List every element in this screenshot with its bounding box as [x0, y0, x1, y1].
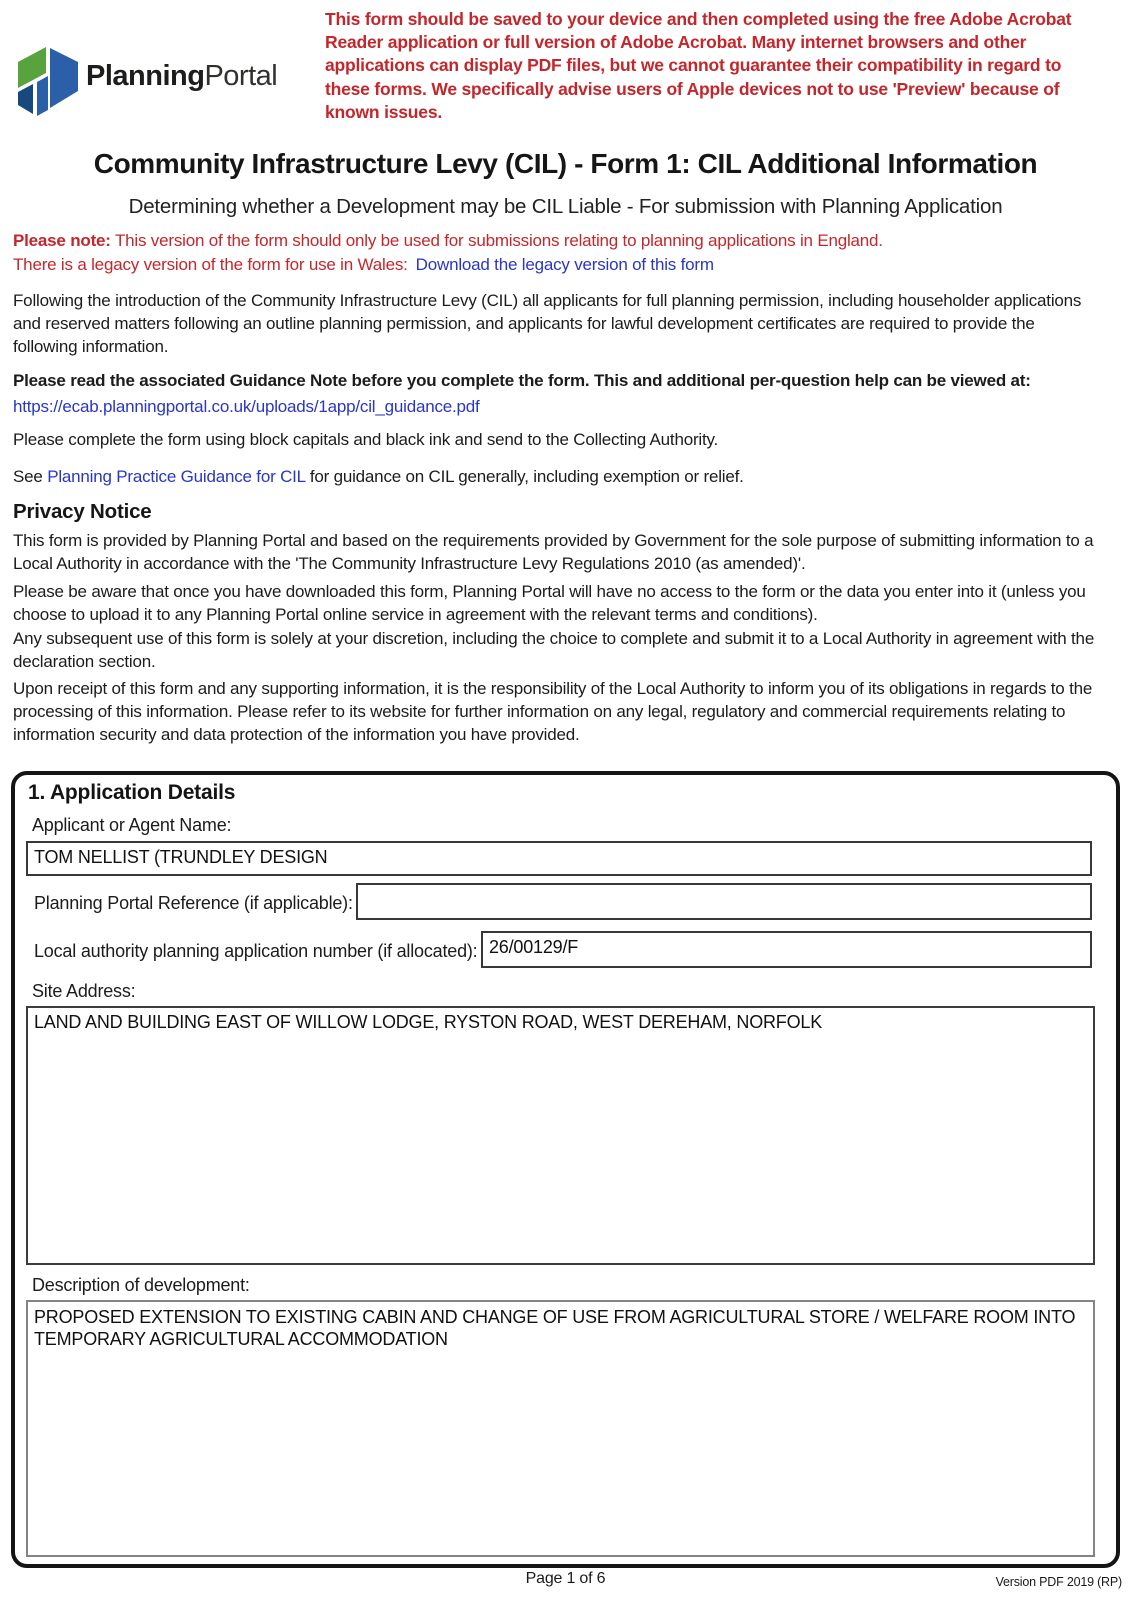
privacy-paragraph-1: This form is provided by Planning Portal and based on the requirements provided by Government for the sole purpose of submitting information to a Local Authority in accordance with the 'The Community Infrastructure Levy Regulations 2010 (as amended)'.: [13, 531, 1094, 574]
england-note: [13, 231, 1103, 251]
planning-portal-logo-text: [86, 60, 277, 93]
description-of-development-label: Description of development:: [32, 1275, 250, 1295]
please-note-label: Please note:: [13, 231, 111, 250]
see-guidance-line: [13, 465, 1099, 488]
ppg-cil-link[interactable]: Planning Practice Guidance for CIL: [47, 467, 306, 486]
guidance-pdf-link[interactable]: https://ecab.planningportal.co.uk/uploads/1app/cil_guidance.pdf: [13, 397, 480, 416]
legacy-form-link[interactable]: Download the legacy version of this form: [415, 255, 714, 274]
logo-text-planning: Planning: [86, 60, 205, 92]
planning-portal-reference-field[interactable]: [356, 883, 1092, 920]
site-address-label: Site Address:: [32, 981, 136, 1001]
version-label: Version PDF 2019 (RP): [995, 1575, 1122, 1589]
site-address-field[interactable]: LAND AND BUILDING EAST OF WILLOW LODGE, RYSTON ROAD, WEST DEREHAM, NORFOLK: [26, 1006, 1095, 1265]
privacy-paragraph-4: Upon receipt of this form and any supporting information, it is the responsibility of the Local Authority to inform you of its obligations in regards to the processing of this information. Please refer to its website for further information on any legal, regulatory and commercial requirements relating to information security and data protection of the information you have provided.: [13, 679, 1093, 745]
planning-portal-logo-icon: [16, 42, 80, 118]
wales-note-text: There is a legacy version of the form for use in Wales:: [13, 255, 408, 274]
privacy-paragraph-2: Please be aware that once you have downloaded this form, Planning Portal will have no access to the form or the data you enter into it (unless you choose to upload it to any Planning Portal online service in agreement with the relevant terms and conditions).: [13, 582, 1086, 625]
intro-paragraph: Following the introduction of the Community Infrastructure Levy (CIL) all applicants for full planning permission, including householder applications and reserved matters following an outline planning permission, and applicants for lawful development certificates are required to provide the following information.: [13, 291, 1082, 357]
see-prefix: See: [13, 467, 43, 486]
la-application-number-label: Local authority planning application number (if allocated):: [34, 941, 478, 961]
description-of-development-field[interactable]: PROPOSED EXTENSION TO EXISTING CABIN AND CHANGE OF USE FROM AGRICULTURAL STORE / WELFARE ROOM INTO TEMPORARY AGRICULTURAL ACCOMMODATION: [26, 1300, 1095, 1557]
page-number: Page 1 of 6: [525, 1570, 606, 1587]
applicant-name-label: Applicant or Agent Name:: [32, 815, 232, 835]
england-note-text: This version of the form should only be used for submissions relating to planning applications in England.: [114, 231, 883, 250]
block-capitals-note: Please complete the form using block capitals and black ink and send to the Collecting Authority.: [13, 430, 719, 449]
device-warning-text: This form should be saved to your device and then completed using the free Adobe Acrobat Reader application or full version of Adobe Acrobat. Many internet browsers and other applications can display PDF files, but we cannot guarantee their compatibility in regard to these forms. We specifically advise users of Apple devices not to use 'Preview' because of known issues.: [325, 9, 1072, 122]
form-subtitle: Determining whether a Development may be CIL Liable - For submission with Planning Application: [128, 195, 1003, 218]
guidance-note-text: Please read the associated Guidance Note before you complete the form. This and additional per-question help can be viewed at:: [13, 371, 1031, 390]
logo-text-portal: Portal: [204, 60, 278, 92]
privacy-notice-heading: Privacy Notice: [13, 500, 152, 523]
planning-portal-reference-label: Planning Portal Reference (if applicable):: [34, 893, 353, 913]
privacy-paragraph-3: Any subsequent use of this form is solely at your discretion, including the choice to complete and submit it to a Local Authority in agreement with the declaration section.: [13, 629, 1095, 672]
application-details-section: [11, 771, 1120, 1568]
applicant-name-field[interactable]: TOM NELLIST (TRUNDLEY DESIGN: [26, 841, 1092, 876]
section-heading: 1. Application Details: [28, 781, 236, 804]
la-application-number-field[interactable]: 26/00129/F: [481, 931, 1092, 968]
form-title: Community Infrastructure Levy (CIL) - Form 1: CIL Additional Information: [93, 148, 1038, 179]
see-suffix: for guidance on CIL generally, including exemption or relief.: [309, 467, 744, 486]
wales-note: [13, 255, 1103, 275]
